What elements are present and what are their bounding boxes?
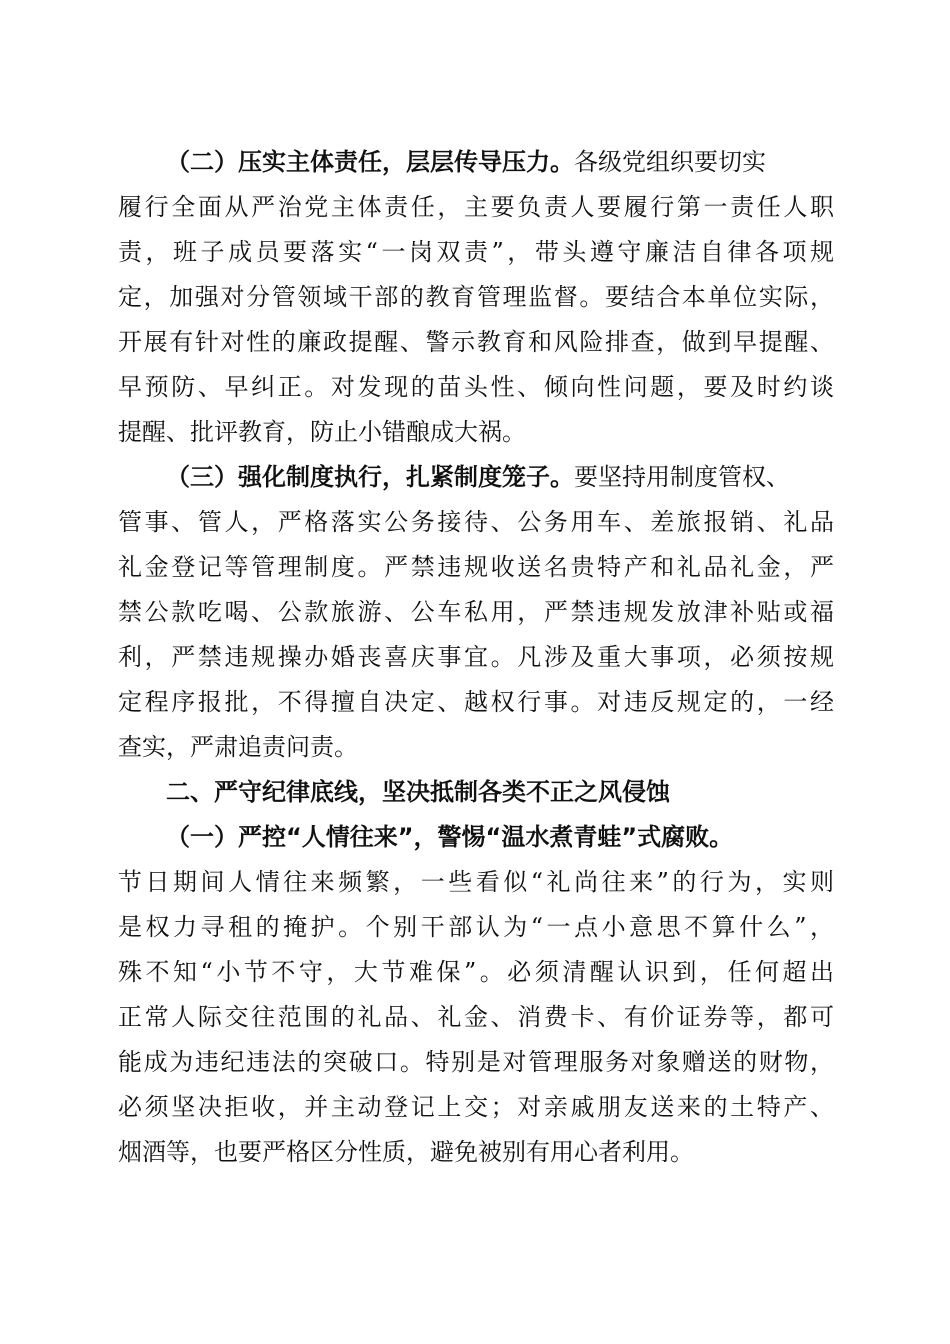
- paragraph-line: 殊不知“小节不守，大节难保”。必须清醒认识到，任何超出: [118, 958, 834, 986]
- paragraph-line: 提醒、批评教育，防止小错酿成大祸。: [118, 418, 526, 446]
- paragraph-1-line-1: [166, 815, 834, 859]
- paragraph-3-lead: （三）强化制度执行，扎紧制度笼子。: [166, 463, 574, 491]
- paragraph-line: 责，班子成员要落实“一岗双责”，带头遵守廉洁自律各项规: [118, 238, 834, 266]
- section-heading: 二、严守纪律底线，坚决抵制各类不正之风侵蚀: [166, 778, 670, 806]
- paragraph-line: 定，加强对分管领域干部的教育管理监督。要结合本单位实际，: [118, 283, 834, 311]
- paragraph-line: 早预防、早纠正。对发现的苗头性、倾向性问题，要及时约谈: [118, 373, 834, 401]
- paragraph-2-lead: （二）压实主体责任，层层传导压力。: [166, 148, 574, 176]
- paragraph-3-line-1: [166, 455, 834, 499]
- paragraph-line: 定程序报批，不得擅自决定、越权行事。对违反规定的，一经: [118, 688, 834, 716]
- paragraph-line: 利，严禁违规操办婚丧喜庆事宜。凡涉及重大事项，必须按规: [118, 643, 834, 671]
- paragraph-line: 烟酒等，也要严格区分性质，避免被别有用心者利用。: [118, 1138, 694, 1166]
- paragraph-line: 查实，严肃追责问责。: [118, 733, 358, 761]
- paragraph-line: 礼金登记等管理制度。严禁违规收送名贵特产和礼品礼金，严: [118, 553, 834, 581]
- paragraph-2-line-1: [166, 140, 834, 184]
- paragraph-line: 管事、管人，严格落实公务接待、公务用车、差旅报销、礼品: [118, 508, 834, 536]
- paragraph-line: 必须坚决拒收，并主动登记上交；对亲戚朋友送来的土特产、: [118, 1093, 834, 1121]
- paragraph-1-lead: （一）严控“人情往来”，警惕“温水煮青蛙”式腐败。: [166, 823, 734, 851]
- paragraph-line: 节日期间人情往来频繁，一些看似“礼尚往来”的行为，实则: [118, 868, 834, 896]
- paragraph-line: 是权力寻租的掩护。个别干部认为“一点小意思不算什么”，: [118, 913, 834, 941]
- paragraph-line: 禁公款吃喝、公款旅游、公车私用，严禁违规发放津补贴或福: [118, 598, 834, 626]
- paragraph-2-text: 各级党组织要切实: [574, 148, 766, 176]
- paragraph-line: 正常人际交往范围的礼品、礼金、消费卡、有价证券等，都可: [118, 1003, 834, 1031]
- paragraph-line: 开展有针对性的廉政提醒、警示教育和风险排查，做到早提醒、: [118, 328, 834, 356]
- paragraph-line: 能成为违纪违法的突破口。特别是对管理服务对象赠送的财物，: [118, 1048, 834, 1076]
- paragraph-line: 履行全面从严治党主体责任，主要负责人要履行第一责任人职: [118, 193, 834, 221]
- paragraph-3-text: 要坚持用制度管权、: [574, 463, 790, 491]
